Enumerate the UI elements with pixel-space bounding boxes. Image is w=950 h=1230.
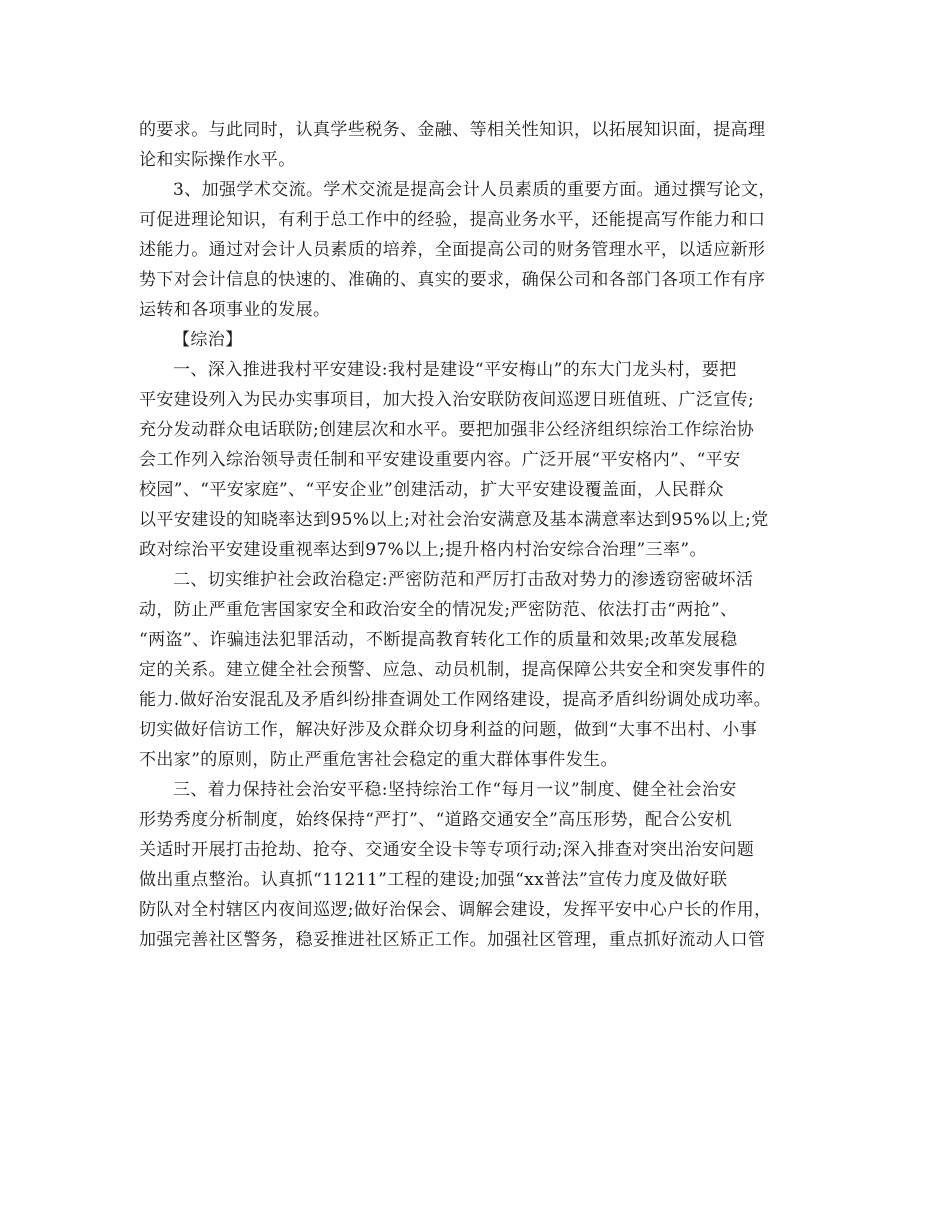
text-line: 会工作列入综治领导责任制和平安建设重要内容。广泛开展“平安格内”、“平安 xyxy=(139,450,741,470)
paragraph xyxy=(139,355,829,565)
text-line: 一、深入推进我村平安建设:我村是建设“平安梅山”的东大门龙头村，要把 xyxy=(173,360,737,380)
text-line: 势下对会计信息的快速的、准确的、真实的要求，确保公司和各部门各项工作有序 xyxy=(139,270,766,290)
document-body xyxy=(139,115,829,955)
text-line: 以平安建设的知晓率达到95%以上;对社会治安满意及基本满意率达到95%以上;党 xyxy=(139,510,769,530)
text-line: “两盗”、诈骗违法犯罪活动，不断提高教育转化工作的质量和效果;改革发展稳 xyxy=(139,630,738,650)
text-line: 可促进理论知识，有利于总工作中的经验，提高业务水平，还能提高写作能力和口 xyxy=(139,210,766,230)
text-line: 校园”、“平安家庭”、“平安企业”创建活动，扩大平安建设覆盖面，人民群众 xyxy=(139,480,724,500)
text-line: 形势秀度分析制度，始终保持“严打”、“道路交通安全”高压形势，配合公安机 xyxy=(139,810,733,830)
text-line: 三、着力保持社会治安平稳:坚持综治工作“每月一议”制度、健全社会治安 xyxy=(173,780,737,800)
text-line: 定的关系。建立健全社会预警、应急、动员机制，提高保障公共安全和突发事件的 xyxy=(139,660,766,680)
text-line: 政对综治平安建设重视率达到97%以上;提升格内村治安综合治理”三率”。 xyxy=(139,540,707,560)
text-line: 平安建设列入为民办实事项目，加大投入治安联防夜间巡逻日班值班、广泛宣传; xyxy=(139,390,755,410)
text-line: 防队对全村辖区内夜间巡逻;做好治保会、调解会建设，发挥平安中心户长的作用， xyxy=(139,900,772,920)
text-line: 加强完善社区警务，稳妥推进社区矫正工作。加强社区管理，重点抓好流动人口管 xyxy=(139,930,766,950)
text-line: 不出家”的原则，防止严重危害社会稳定的重大群体事件发生。 xyxy=(139,750,618,770)
text-line: 动，防止严重危害国家安全和政治安全的情况发;严密防范、依法打击“两抢”、 xyxy=(139,600,738,620)
text-line: 做出重点整治。认真抓“11211”工程的建设;加强“xx普法”宣传力度及做好联 xyxy=(139,870,728,890)
paragraph xyxy=(139,775,829,955)
text-line: 切实做好信访工作，解决好涉及众群众切身利益的问题，做到“大事不出村、小事 xyxy=(139,720,758,740)
paragraph xyxy=(139,565,829,775)
text-line: 论和实际操作水平。 xyxy=(139,150,296,170)
text-line: 能力.做好治安混乱及矛盾纠纷排查调处工作网络建设，提高矛盾纠纷调处成功率。 xyxy=(139,690,772,710)
text-line: 关适时开展打击抢劫、抢夺、交通安全设卡等专项行动;深入排查对突出治安问题 xyxy=(139,840,755,860)
text-line: 【综治】 xyxy=(173,330,243,350)
paragraph xyxy=(139,325,829,355)
text-line: 述能力。通过对会计人员素质的培养，全面提高公司的财务管理水平，以适应新形 xyxy=(139,240,766,260)
text-line: 充分发动群众电话联防;创建层次和水平。要把加强非公经济组织综治工作综治协 xyxy=(139,420,755,440)
text-line: 运转和各项事业的发展。 xyxy=(139,300,331,320)
paragraph xyxy=(139,175,829,325)
text-line: 二、切实维护社会政治稳定:严密防范和严厉打击敌对势力的渗透窃密破坏活 xyxy=(173,570,754,590)
text-line: 的要求。与此同时，认真学些税务、金融、等相关性知识，以拓展知识面，提高理 xyxy=(139,120,766,140)
paragraph xyxy=(139,115,829,175)
text-line: 3、加强学术交流。学术交流是提高会计人员素质的重要方面。通过撰写论文， xyxy=(173,180,776,200)
